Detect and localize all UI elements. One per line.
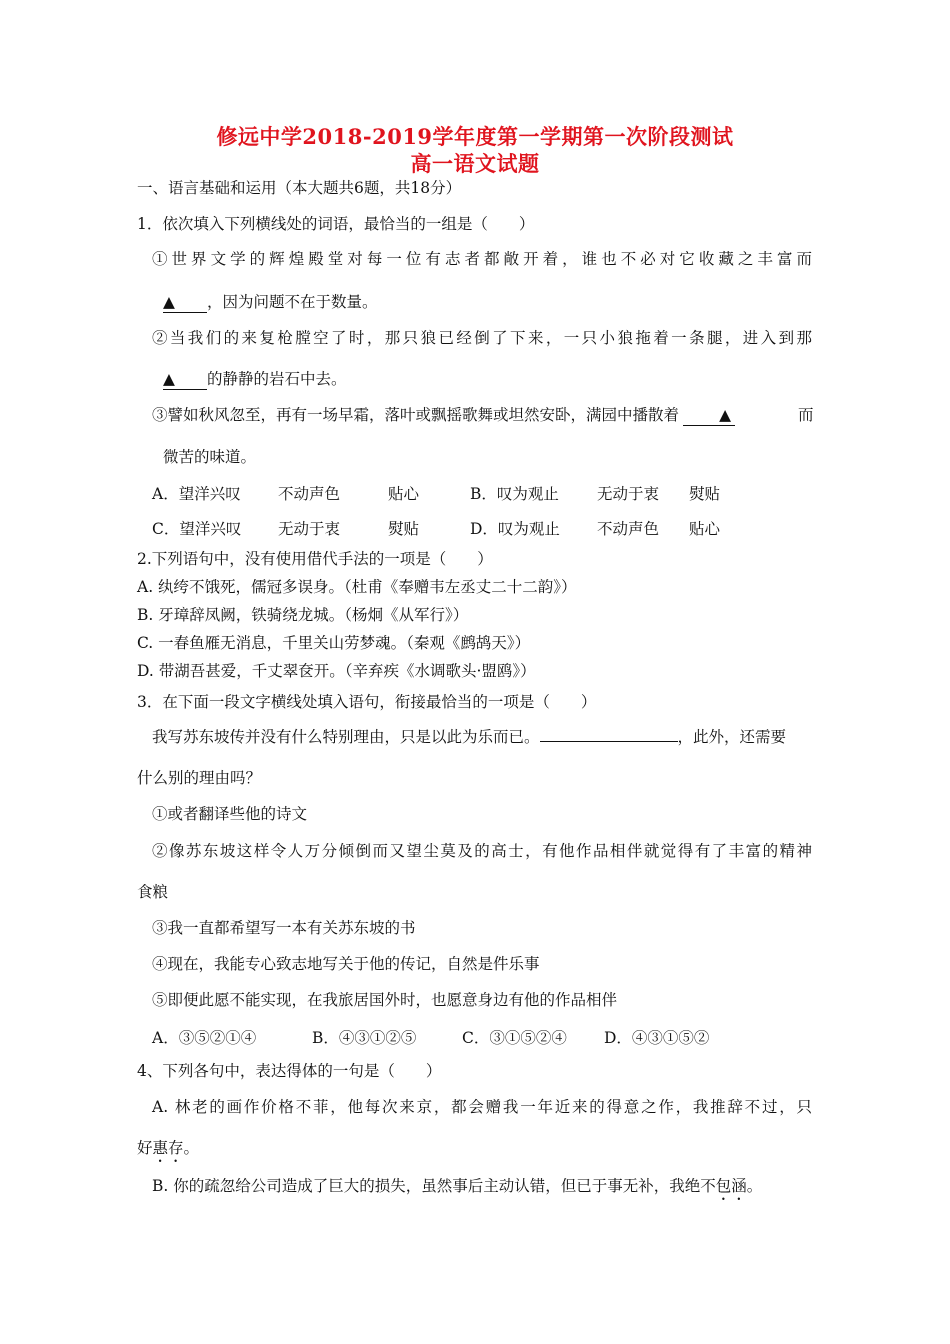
q2-option-c: C. 一春鱼雁无消息，千里关山劳梦魂。（秦观《鹧鸪天》）	[137, 634, 531, 652]
q3-item-5: ⑤即便此愿不能实现，在我旅居国外时，也愿意身边有他的作品相伴	[152, 991, 618, 1009]
q1-blank3: ▲	[683, 405, 735, 426]
q2-stem: 2.下列语句中，没有使用借代手法的一项是（ ）	[137, 550, 493, 568]
q1-sentence1: ①世界文学的辉煌殿堂对每一位有志者都敞开着，谁也不必对它收藏之丰富而	[152, 250, 812, 268]
q1-option-a: A．望洋兴叹	[152, 485, 241, 503]
q2-option-b: B. 牙璋辞凤阙，铁骑绕龙城。（杨炯《从军行》）	[137, 606, 469, 624]
q1-blank2: ▲	[163, 369, 207, 390]
q4-option-a-cont	[137, 1138, 199, 1166]
q1-stem: 1．依次填入下列横线处的词语，最恰当的一组是（ ）	[137, 215, 535, 233]
q1-option-d: D．叹为观止	[470, 520, 560, 538]
q3-paragraph-a: 我写苏东坡传并没有什么特别理由，只是以此为乐而已。	[152, 728, 540, 746]
q1-option-a-3: 贴心	[388, 485, 420, 503]
q1-option-b-3: 熨贴	[689, 485, 721, 503]
q1-option-b: B．叹为观止	[470, 485, 559, 503]
q4-stem: 4、下列各句中，表达得体的一句是（ ）	[137, 1062, 442, 1080]
q1-sentence3	[152, 405, 735, 426]
q4-b-emphasis: 包涵	[715, 1177, 747, 1195]
q1-option-b-2: 无动于衷	[597, 485, 660, 503]
q3-item-1: ①或者翻译些他的诗文	[152, 805, 308, 823]
q3-paragraph-cont: 什么别的理由吗？	[137, 769, 262, 787]
exam-subtitle: 高一语文试题	[410, 151, 540, 176]
q3-paragraph-b: ，此外，还需要	[677, 728, 787, 746]
q3-option-a: A．③⑤②①④	[152, 1029, 257, 1047]
q3-item-3: ③我一直都希望写一本有关苏东坡的书	[152, 919, 416, 937]
q4-b-post: 。	[746, 1177, 763, 1195]
q3-blank	[540, 727, 678, 742]
q4-option-a: A. 林老的画作价格不菲，他每次来京，都会赠我一年近来的得意之作，我推辞不过，只	[152, 1098, 812, 1116]
q1-sentence1-tail: ，因为问题不在于数量。	[207, 293, 378, 311]
q3-stem: 3．在下面一段文字横线处填入语句，衔接最恰当的一项是（ ）	[137, 693, 597, 711]
q1-sentence2: ②当我们的来复枪膛空了时，那只狼已经倒了下来，一只小狼拖着一条腿，进入到那	[152, 329, 812, 347]
q1-option-d-2: 不动声色	[597, 520, 660, 538]
exam-title: 修远中学2018-2019学年度第一学期第一次阶段测试	[216, 124, 734, 149]
section-heading: 一、语言基础和运用（本大题共6题，共18分）	[137, 179, 462, 197]
q4-a-pre: 好	[137, 1139, 153, 1157]
q3-option-b: B．④③①②⑤	[312, 1029, 417, 1047]
q1-sentence3-cont: 微苦的味道。	[163, 448, 257, 466]
q4-b-pre: B. 你的疏忽给公司造成了巨大的损失，虽然事后主动认错，但已于事无补，我绝不	[152, 1177, 716, 1195]
q1-sentence1-cont	[163, 292, 378, 313]
q4-a-emphasis: 惠存	[152, 1139, 184, 1157]
q3-item-4: ④现在，我能专心致志地写关于他的传记，自然是件乐事	[152, 955, 540, 973]
q1-option-c-3: 熨贴	[388, 520, 420, 538]
q3-option-c: C．③①⑤②④	[462, 1029, 567, 1047]
q1-sentence2-tail: 的静静的岩石中去。	[207, 370, 347, 388]
q1-sentence3-text: ③譬如秋风忽至，再有一场早霜，落叶或飘摇歌舞或坦然安卧，满园中播散着	[152, 406, 680, 424]
q1-option-d-3: 贴心	[689, 520, 721, 538]
q3-item-2-cont: 食粮	[137, 883, 169, 901]
q1-sentence2-cont	[163, 369, 347, 390]
q3-paragraph	[152, 727, 786, 747]
q3-item-2: ②像苏东坡这样令人万分倾倒而又望尘莫及的高士，有他作品相伴就觉得有了丰富的精神	[152, 842, 812, 860]
q2-option-d: D. 带湖吾甚爱，千丈翠奁开。（辛弃疾《水调歌头·盟鸥》）	[137, 662, 536, 680]
q4-option-b	[152, 1176, 762, 1204]
q1-sentence3-er: 而	[798, 406, 814, 424]
q4-a-post: 。	[183, 1139, 200, 1157]
q3-option-d: D．④③①⑤②	[604, 1029, 710, 1047]
q1-option-c-2: 无动于衷	[278, 520, 341, 538]
q1-blank1: ▲	[163, 292, 207, 313]
q1-option-c: C．望洋兴叹	[152, 520, 242, 538]
q1-option-a-2: 不动声色	[278, 485, 341, 503]
q2-option-a: A. 纨绔不饿死，儒冠多误身。（杜甫《奉赠韦左丞丈二十二韵》）	[137, 578, 577, 596]
